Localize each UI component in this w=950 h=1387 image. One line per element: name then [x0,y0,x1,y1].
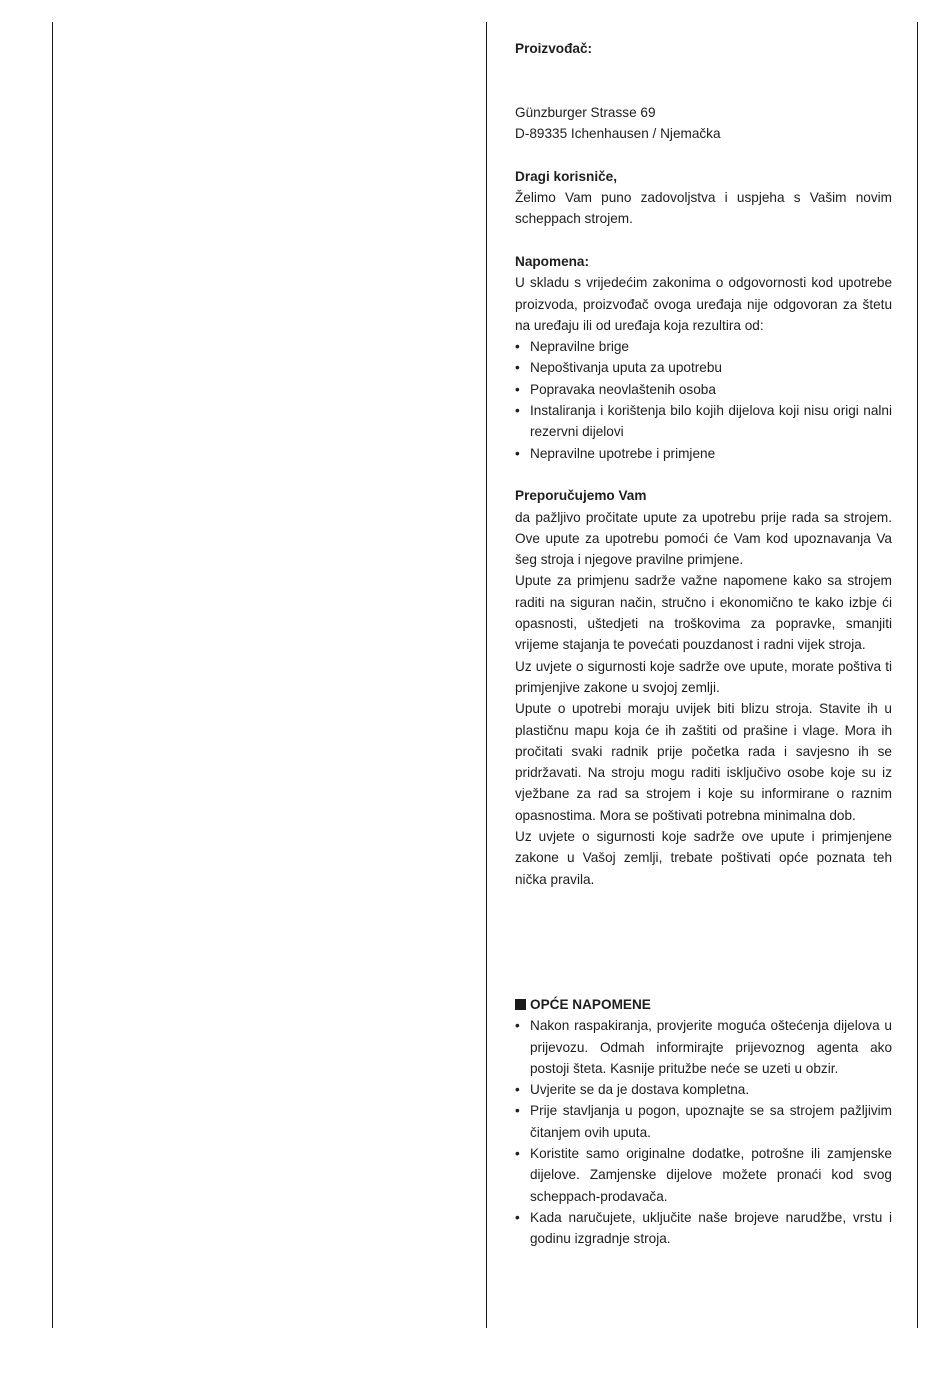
greeting-text: Želimo Vam puno zadovoljstva i uspjeha s Vašim novim scheppach strojem. [515,190,892,227]
left-page-border [52,22,53,1328]
text-column [515,38,892,890]
right-page-border [917,22,918,1328]
column-divider [486,22,487,1328]
recommend-paragraph: Upute o upotrebi moraju uvijek biti blizu stroja. Stavite ih u plastičnu mapu koja će ih zaštiti od prašine i vlage. Mora ih pročitati svaki radnik prije početka rada i savjesno ih se pridržavati. Na stroju mogu raditi isključivo osobe koje su iz vježbane za rad sa strojem i koje su informirane o raznim opasnostima. Mora se poštivati potrebna minimalna dob. [515,701,892,823]
recommend-heading: Preporučujemo Vam [515,488,647,504]
greeting-heading: Dragi korisniče, [515,168,617,184]
list-item: • Nepoštivanja uputa za upotrebu [515,357,892,378]
recommend-paragraph: da pažljivo pročitate upute za upotrebu prije rada sa strojem. Ove upute za upotrebu pomoći će Vam kod upoznavanja Va šeg stroja i njegove pravilne primjene. [515,509,892,568]
note-heading: Napomena: [515,253,590,269]
list-item: • Nepravilne upotrebe i primjene [515,443,892,464]
manufacturer-city: D-89335 Ichenhausen / Njemačka [515,126,721,142]
recommend-paragraph: Uz uvjete o sigurnosti koje sadrže ove upute i primjenjene zakone u Vašoj zemlji, trebate poštivati opće poznata teh nička pravila. [515,828,892,887]
list-item: • Nepravilne brige [515,336,892,357]
manufacturer-street: Günzburger Strasse 69 [515,104,656,120]
general-heading-row [515,994,892,1015]
recommend-paragraph: Upute za primjenu sadrže važne napomene kako sa strojem raditi na siguran način, stručno i ekonomično te kako izbje ći opasnosti, uštedjeti na troškovima za popravke, smanjiti vrijeme stajanja te povećati pouzdanost i radni vijek stroja. [515,573,892,653]
list-item: • Koristite samo originalne dodatke, potrošne ili zamjenske dijelove. Zamjenske dijelove možete pronaći kod svog scheppach-prodavača. [515,1143,892,1207]
list-item: • Popravaka neovlaštenih osoba [515,379,892,400]
note-intro: U skladu s vrijedećim zakonima o odgovornosti kod upotrebe proizvoda, proizvođač ovoga uređaja nije odgovoran za štetu na uređaju ili od uređaja koja rezultira od: [515,275,892,333]
general-list [515,1015,892,1249]
list-item: • Instaliranja i korištenja bilo kojih dijelova koji nisu origi nalni rezervni dijelovi [515,400,892,443]
list-item: • Kada naručujete, uključite naše brojeve narudžbe, vrstu i godinu izgradnje stroja. [515,1207,892,1250]
list-item: • Uvjerite se da je dostava kompletna. [515,1079,892,1100]
general-section [515,994,892,1250]
general-heading: OPĆE NAPOMENE [530,997,651,1012]
recommend-paragraph: Uz uvjete o sigurnosti koje sadrže ove upute, morate poštiva ti primjenjive zakone u svojoj zemlji. [515,658,892,695]
list-item: • Prije stavljanja u pogon, upoznajte se sa strojem pažljivim čitanjem ovih uputa. [515,1100,892,1143]
note-list [515,336,892,464]
manufacturer-heading: Proizvođač: [515,41,593,56]
list-item: • Nakon raspakiranja, provjerite moguća oštećenja dijelova u prijevozu. Odmah informirajte prijevoznog agenta ako postoji šteta. Kasnije pritužbe neće se uzeti u obzir. [515,1015,892,1079]
section-square-icon [515,999,526,1010]
